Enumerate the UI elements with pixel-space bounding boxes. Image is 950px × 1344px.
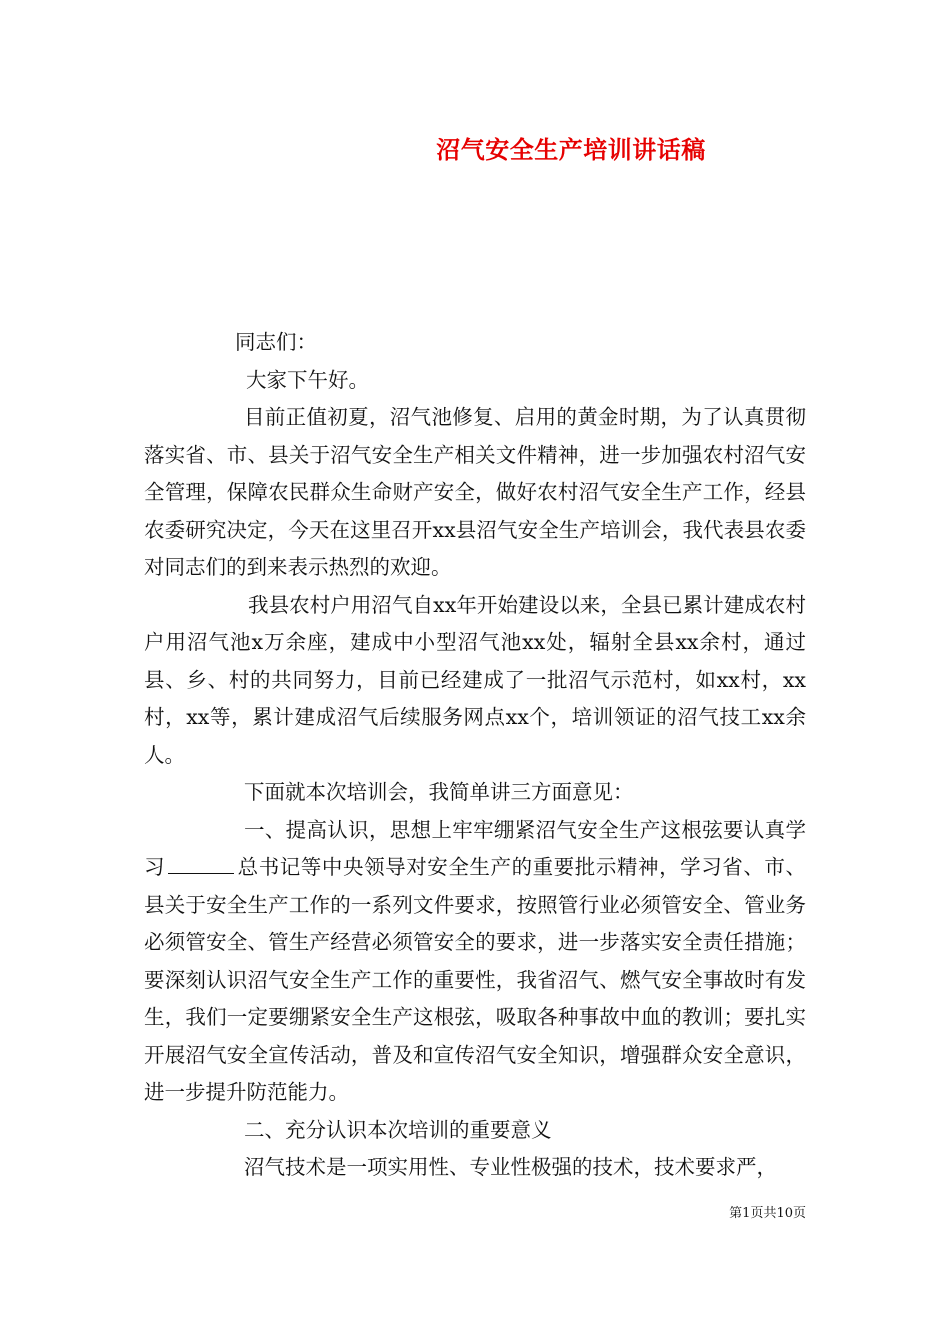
greeting: 同志们： <box>235 330 317 354</box>
paragraph-point-two-heading: 二、充分认识本次培训的重要意义 <box>244 1117 552 1142</box>
page-number-footer: 第1页共10页 <box>729 1206 806 1221</box>
document-body <box>144 324 806 1187</box>
paragraph-technology: 沼气技术是一项实用性、专业性极强的技术，技术要求严， <box>244 1155 777 1179</box>
point-one-text-start: 一、提高认识，思想上牢牢绷紧沼气安全生产这根弦要认真学习 <box>144 817 806 879</box>
paragraph-background: 我县农村户用沼气自xx年开始建设以来，全县已累计建成农村户用沼气池x万余座，建成中小型沼气池xx处，辐射全县xx余村，通过县、乡、村的共同努力，目前已经建成了一批沼气示范村，如xx村，xx村，xx等，累计建成沼气后续服务网点xx个，培训领证的沼气技工xx余人。 <box>144 592 806 767</box>
paragraph-outline: 下面就本次培训会，我简单讲三方面意见： <box>244 780 634 804</box>
paragraph-point-one <box>144 812 806 1112</box>
document-title: 沼气安全生产培训讲话稿 <box>436 135 706 164</box>
point-one-text-end: 总书记等中央领导对安全生产的重要批示精神，学习省、市、县关于安全生产工作的一系列文件要求，按照管行业必须管安全、管业务必须管安全、管生产经营必须管安全的要求，进一步落实安全责任措施；要深刻认识沼气安全生产工作的重要性，我省沼气、燃气安全事故时有发生，我们一定要绷紧安全生产这根弦，吸取各种事故中血的教训；要扎实开展沼气安全宣传活动，普及和宣传沼气安全知识，增强群众安全意识，进一步提升防范能力。 <box>144 855 807 1104</box>
fill-in-blank <box>168 855 234 874</box>
salutation: 大家下午好。 <box>246 367 369 392</box>
paragraph-intro: 目前正值初夏，沼气池修复、启用的黄金时期，为了认真贯彻落实省、市、县关于沼气安全生产相关文件精神，进一步加强农村沼气安全管理，保障农民群众生命财产安全，做好农村沼气安全生产工作，经县农委研究决定，今天在这里召开xx县沼气安全生产培训会，我代表县农委对同志们的到来表示热烈的欢迎。 <box>144 405 806 579</box>
